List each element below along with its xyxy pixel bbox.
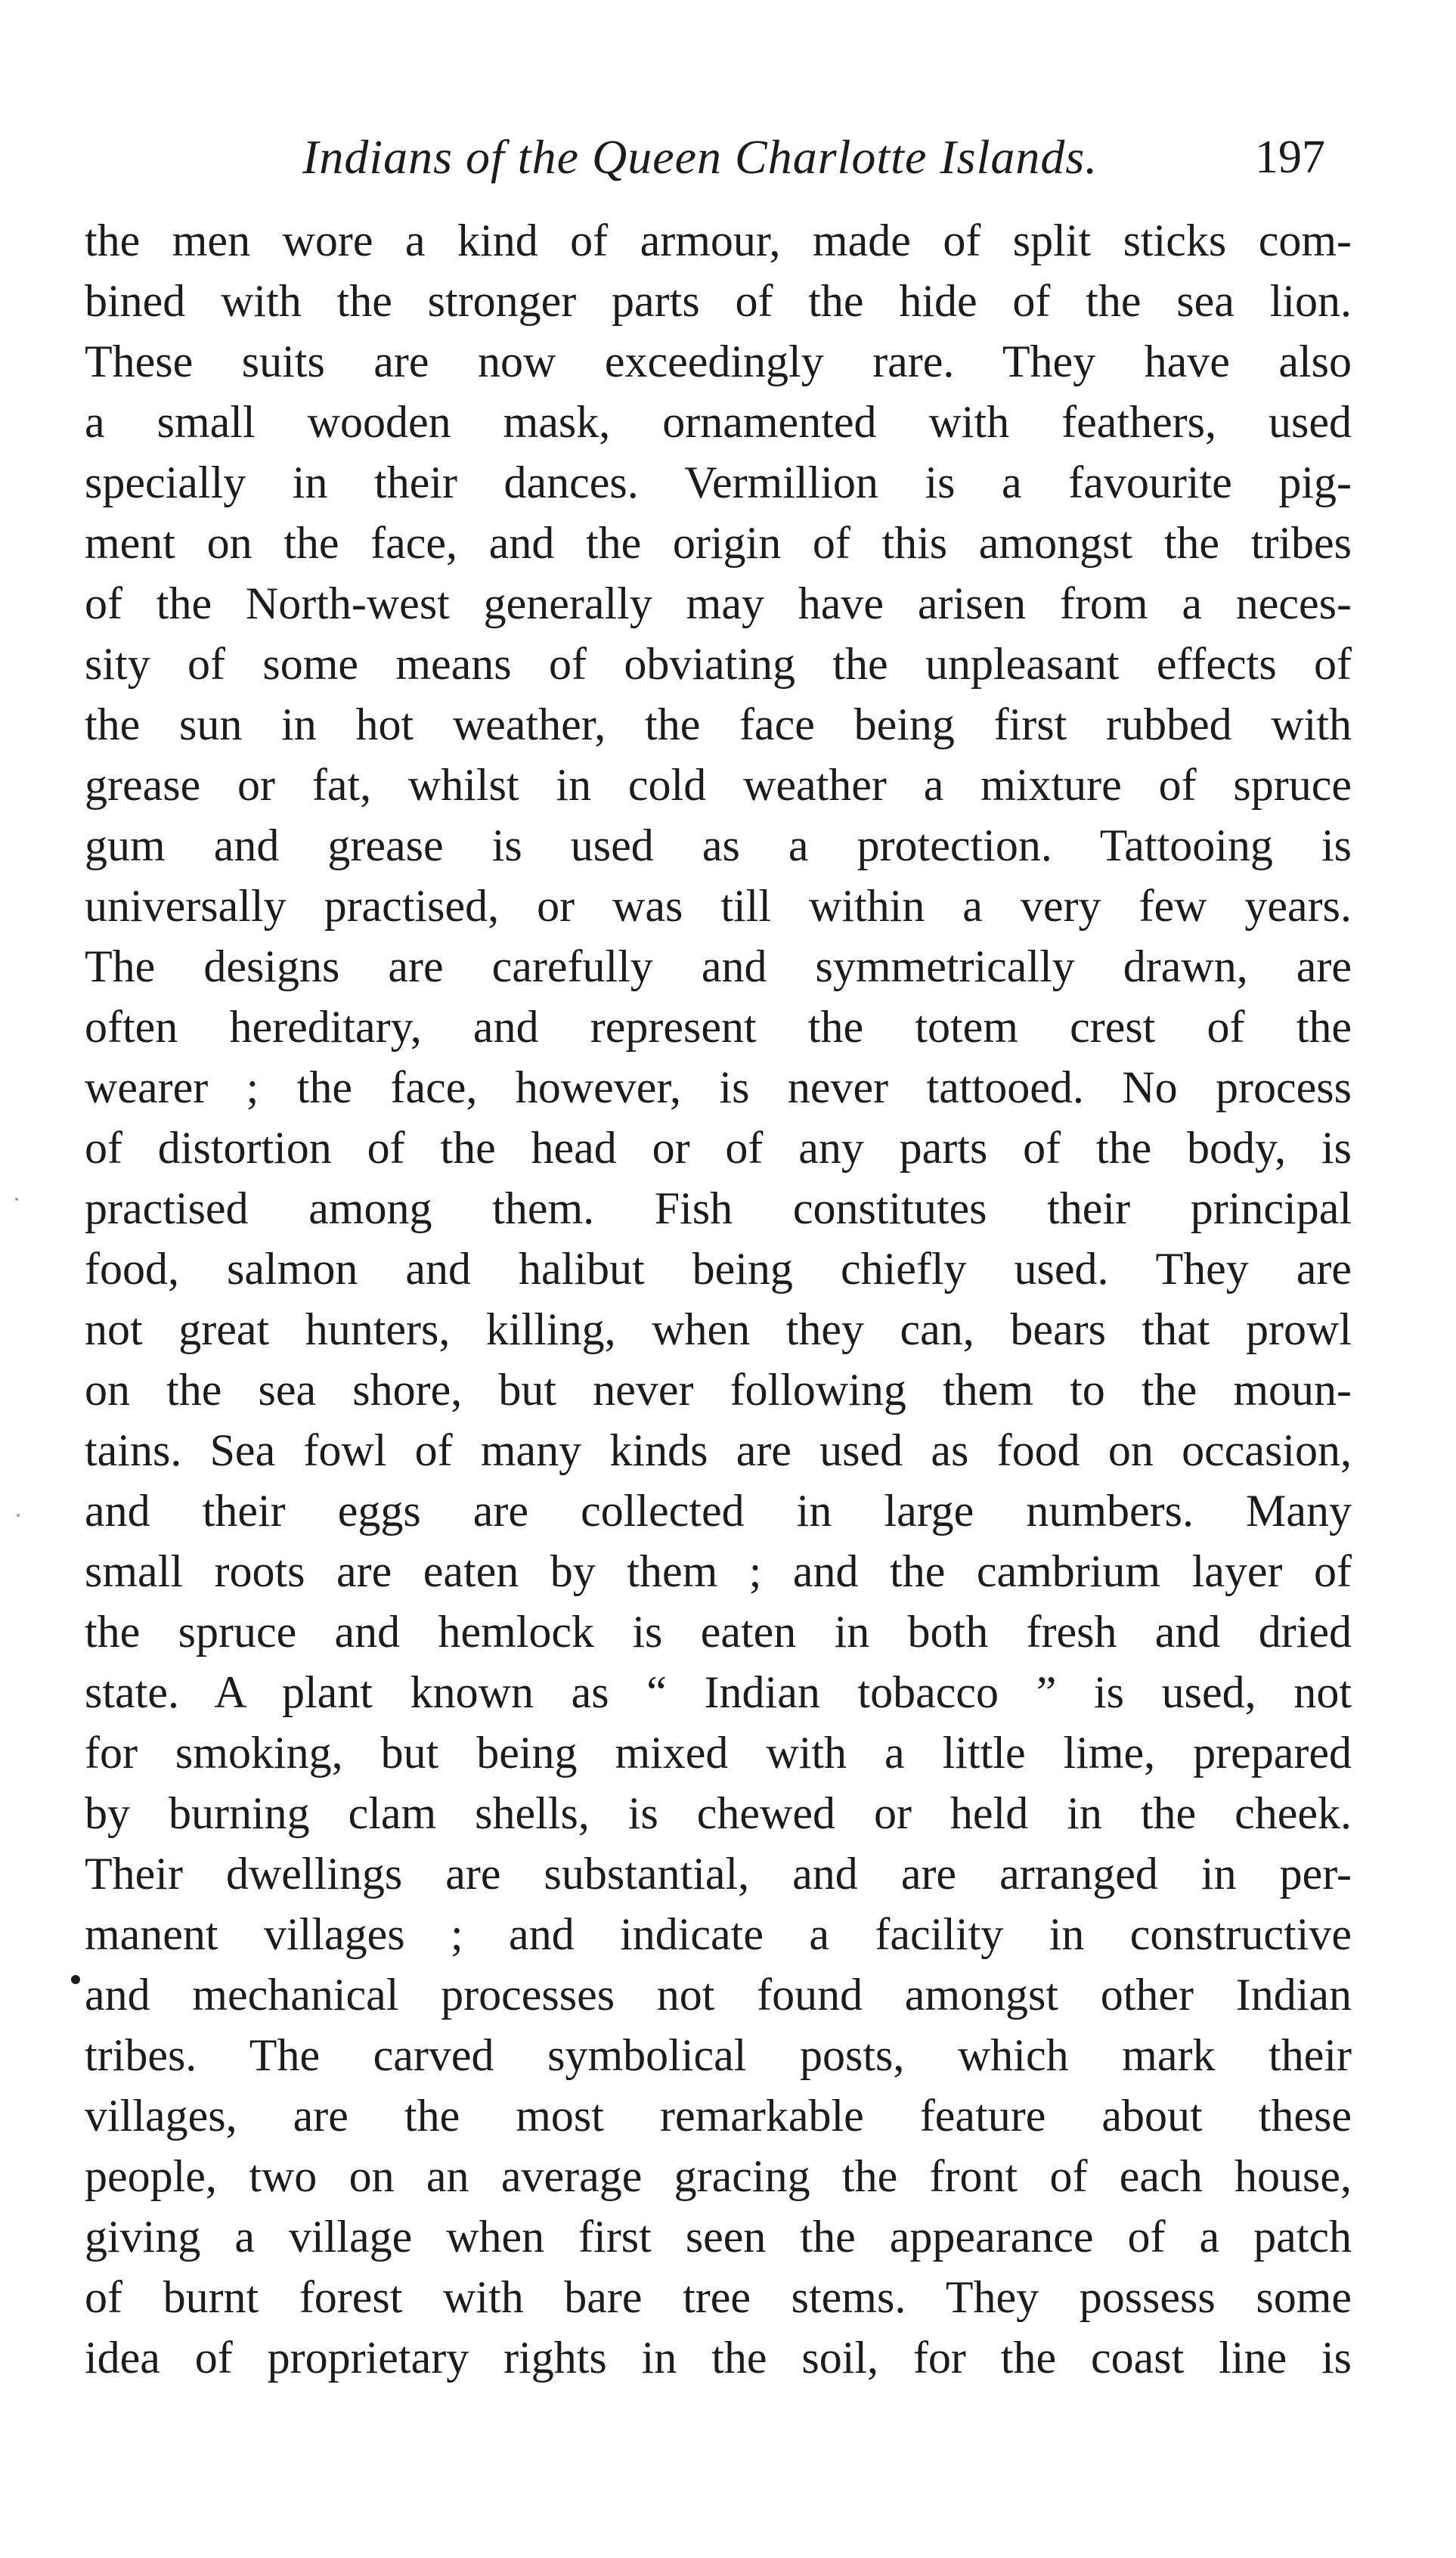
text-line: the sun in hot weather, the face being first rubbed with: [85, 699, 1352, 749]
ink-speck: [15, 1198, 18, 1201]
body-text: [85, 210, 1352, 2388]
text-line: of distortion of the head or of any parts of the body, is: [85, 1123, 1352, 1173]
text-line: the men wore a kind of armour, made of split sticks com-: [85, 215, 1352, 265]
text-line: gum and grease is used as a protection. Tattooing is: [85, 820, 1352, 870]
text-line: often hereditary, and represent the totem crest of the: [85, 1002, 1352, 1052]
text-line: giving a village when first seen the appearance of a patch: [85, 2212, 1352, 2262]
text-line: state. A plant known as “ Indian tobacco ” is used, not: [85, 1667, 1352, 1717]
text-line: wearer ; the face, however, is never tattooed. No process: [85, 1062, 1352, 1112]
text-line: of burnt forest with bare tree stems. They possess some: [85, 2272, 1352, 2322]
text-line: sity of some means of obviating the unpleasant effects of: [85, 639, 1352, 689]
ink-speck: [71, 1975, 80, 1984]
text-line: bined with the stronger parts of the hide of the sea lion.: [85, 276, 1352, 326]
text-line: The designs are carefully and symmetrically drawn, are: [85, 941, 1352, 991]
text-line: These suits are now exceedingly rare. They have also: [85, 336, 1352, 386]
text-line: a small wooden mask, ornamented with feathers, used: [85, 397, 1352, 447]
text-line: villages, are the most remarkable feature about these: [85, 2091, 1352, 2141]
text-line: idea of proprietary rights in the soil, for the coast line is: [85, 2333, 1352, 2383]
page-number: 197: [1255, 132, 1325, 183]
text-line: tains. Sea fowl of many kinds are used as food on occasion,: [85, 1425, 1352, 1475]
running-title: Indians of the Queen Charlotte Islands.: [302, 130, 1098, 184]
text-line: and mechanical processes not found amongst other Indian: [85, 1970, 1352, 2020]
text-line: the spruce and hemlock is eaten in both fresh and dried: [85, 1607, 1352, 1657]
text-line: on the sea shore, but never following them to the moun-: [85, 1365, 1352, 1415]
text-line: ment on the face, and the origin of this amongst the tribes: [85, 518, 1352, 568]
text-line: people, two on an average gracing the front of each house,: [85, 2151, 1352, 2201]
text-line: specially in their dances. Vermillion is a favourite pig-: [85, 457, 1352, 507]
text-line: for smoking, but being mixed with a little lime, prepared: [85, 1728, 1352, 1778]
text-line: universally practised, or was till within a very few years.: [85, 881, 1352, 931]
text-line: manent villages ; and indicate a facility in constructive: [85, 1909, 1352, 1959]
text-line: Their dwellings are substantial, and are arranged in per-: [85, 1849, 1352, 1899]
text-line: of the North-west generally may have arisen from a neces-: [85, 578, 1352, 628]
text-line: not great hunters, killing, when they can, bears that prowl: [85, 1304, 1352, 1354]
ink-speck: [17, 1514, 20, 1517]
text-line: grease or fat, whilst in cold weather a mixture of spruce: [85, 760, 1352, 810]
text-line: tribes. The carved symbolical posts, which mark their: [85, 2030, 1352, 2080]
text-line: practised among them. Fish constitutes their principal: [85, 1183, 1352, 1233]
text-line: by burning clam shells, is chewed or held in the cheek.: [85, 1788, 1352, 1838]
text-line: food, salmon and halibut being chiefly used. They are: [85, 1244, 1352, 1294]
running-head: [0, 127, 1456, 188]
text-line: small roots are eaten by them ; and the cambrium layer of: [85, 1546, 1352, 1596]
text-line: and their eggs are collected in large numbers. Many: [85, 1486, 1352, 1536]
